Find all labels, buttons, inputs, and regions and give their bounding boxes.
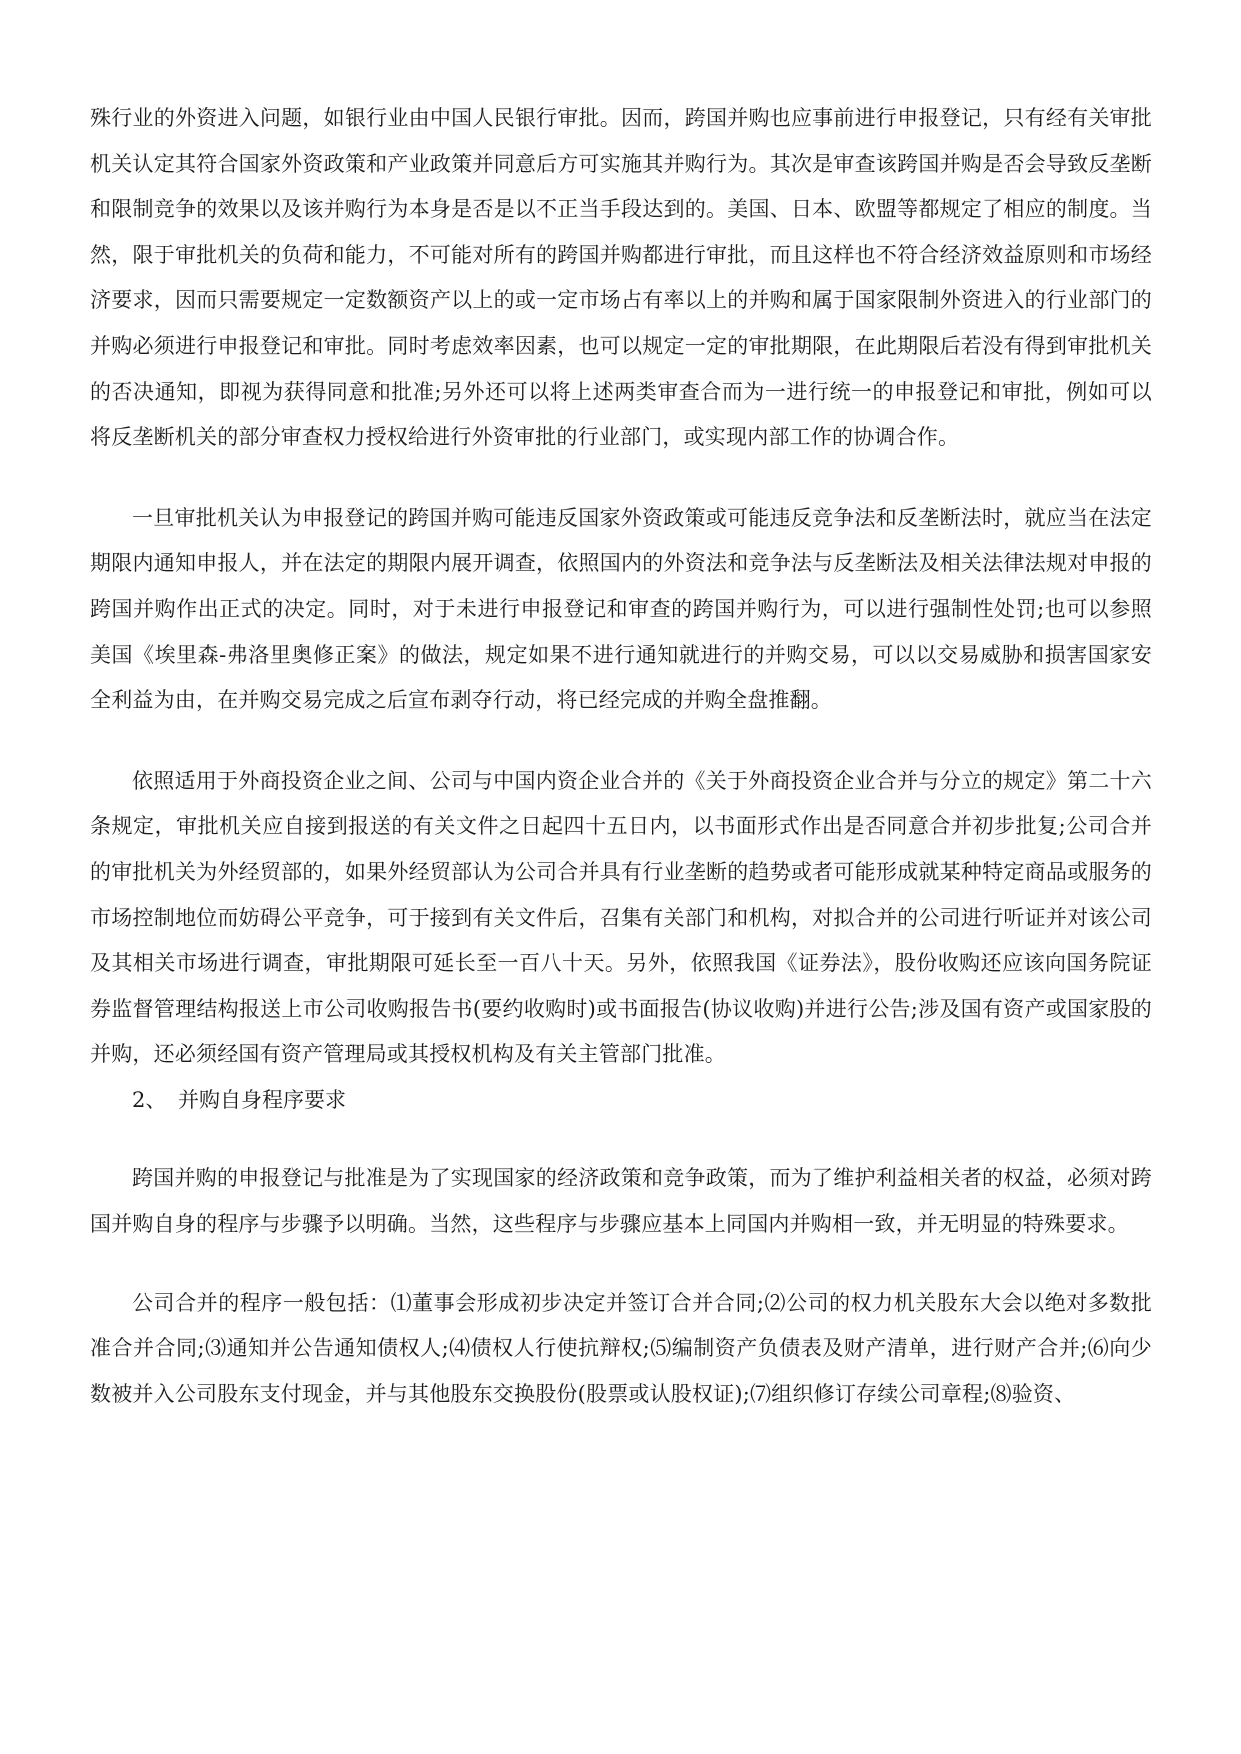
paragraph-merger-steps: 公司合并的程序一般包括：⑴董事会形成初步决定并签订合并合同;⑵公司的权力机关股东大会以绝对多数批准合并合同;⑶通知并公告通知债权人;⑷债权人行使抗辩权;⑸编制资产负债表及财产清单，进行财产合并;⑹向少数被并入公司股东支付现金，并与其他股东交换股份(股票或认股权证);⑺组织修订存续公司章程;⑻验资、 xyxy=(90,1290,1152,1406)
section-heading xyxy=(90,1078,1152,1124)
document-page xyxy=(90,96,1152,1417)
paragraph-review-intro: 殊行业的外资进入问题，如银行业由中国人民银行审批。因而，跨国并购也应事前进行申报登记，只有经有关审批机关认定其符合国家外资政策和产业政策并同意后方可实施其并购行为。其次是审查该跨国并购是否会导致反垄断和限制竞争的效果以及该并购行为本身是否是以不正当手段达到的。美国、日本、欧盟等都规定了相应的制度。当然，限于审批机关的负荷和能力，不可能对所有的跨国并购都进行审批，而且这样也不符合经济效益原则和市场经济要求，因而只需要规定一定数额资产以上的或一定市场占有率以上的并购和属于国家限制外资进入的行业部门的并购必须进行申报登记和审批。同时考虑效率因素，也可以规定一定的审批期限，在此期限后若没有得到审批机关的否决通知，即视为获得同意和批准;另外还可以将上述两类审查合而为一进行统一的申报登记和审批，例如可以将反垄断机关的部分审查权力授权给进行外资审批的行业部门，或实现内部工作的协调合作。 xyxy=(90,106,1152,450)
paragraph-investigation: 一旦审批机关认为申报登记的跨国并购可能违反国家外资政策或可能违反竞争法和反垄断法时，就应当在法定期限内通知申报人，并在法定的期限内展开调查，依照国内的外资法和竞争法与反垄断法及相关法律法规对申报的跨国并购作出正式的决定。同时，对于未进行申报登记和审查的跨国并购行为，可以进行强制性处罚;也可以参照美国《埃里森-弗洛里奥修正案》的做法，规定如果不进行通知就进行的并购交易，可以以交易威胁和损害国家安全利益为由，在并购交易完成之后宣布剥夺行动，将已经完成的并购全盘推翻。 xyxy=(90,505,1152,713)
section-number: 2、 xyxy=(132,1087,167,1112)
paragraph-merger-regulation: 依照适用于外商投资企业之间、公司与中国内资企业合并的《关于外商投资企业合并与分立的规定》第二十六条规定，审批机关应自接到报送的有关文件之日起四十五日内，以书面形式作出是否同意合并初步批复;公司合并的审批机关为外经贸部的，如果外经贸部认为公司合并具有行业垄断的趋势或者可能形成就某种特定商品或服务的市场控制地位而妨碍公平竞争，可于接到有关文件后，召集有关部门和机构，对拟合并的公司进行听证并对该公司及其相关市场进行调查，审批期限可延长至一百八十天。另外，依照我国《证券法》，股份收购还应该向国务院证券监督管理结构报送上市公司收购报告书(要约收购时)或书面报告(协议收购)并进行公告;涉及国有资产或国家股的并购，还必须经国有资产管理局或其授权机构及有关主管部门批准。 xyxy=(90,768,1152,1067)
paragraph-procedure-intro: 跨国并购的申报登记与批准是为了实现国家的经济政策和竞争政策，而为了维护利益相关者的权益，必须对跨国并购自身的程序与步骤予以明确。当然，这些程序与步骤应基本上同国内并购相一致，并无明显的特殊要求。 xyxy=(90,1166,1152,1237)
section-title: 并购自身程序要求 xyxy=(178,1087,346,1112)
